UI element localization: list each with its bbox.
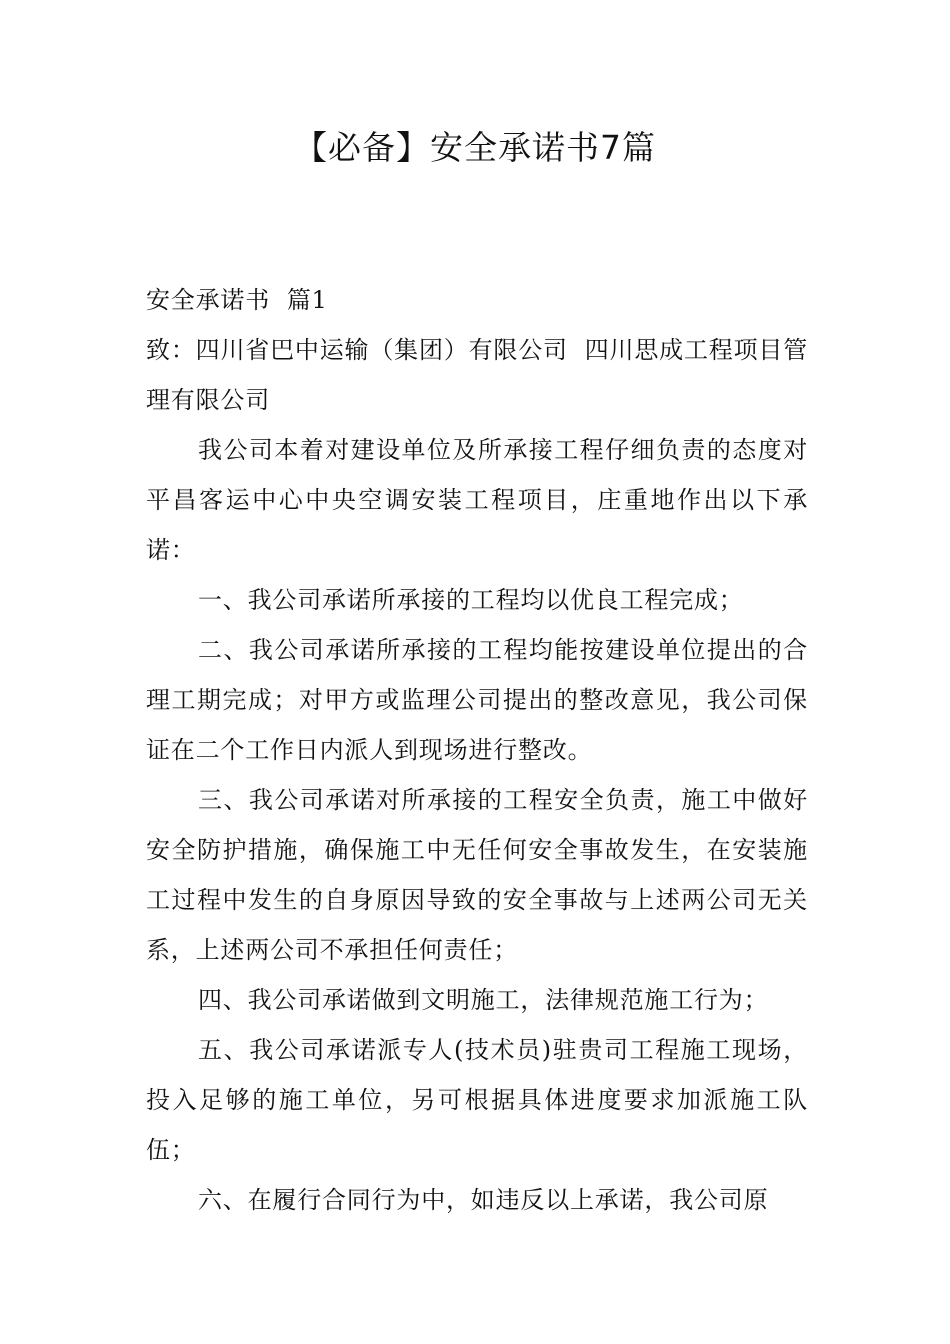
document-body — [146, 275, 808, 1225]
commitment-item-2: 二、我公司承诺所承接的工程均能按建设单位提出的合理工期完成；对甲方或监理公司提出的整改意见，我公司保证在二个工作日内派人到现场进行整改。 — [146, 636, 808, 764]
commitment-item-4: 四、我公司承诺做到文明施工，法律规范施工行为； — [198, 986, 769, 1014]
commitment-item-3: 三、我公司承诺对所承接的工程安全负责，施工中做好安全防护措施，确保施工中无任何安全事故发生，在安装施工过程中发生的自身原因导致的安全事故与上述两公司无关系，上述两公司不承担任何责任； — [146, 786, 808, 964]
commitment-item-5: 五、我公司承诺派专人(技术员)驻贵司工程施工现场，投入足够的施工单位，另可根据具体进度要求加派施工队伍； — [146, 1036, 808, 1164]
section-heading: 安全承诺书 篇1 — [146, 286, 328, 314]
commitment-item-6: 六、在履行合同行为中，如违反以上承诺，我公司原 — [198, 1186, 769, 1214]
document-title: 【必备】安全承诺书7篇 — [294, 128, 656, 167]
addressee-line: 致：四川省巴中运输（集团）有限公司 四川思成工程项目管理有限公司 — [146, 336, 808, 414]
commitment-item-1: 一、我公司承诺所承接的工程均以优良工程完成； — [198, 586, 744, 614]
intro-paragraph: 我公司本着对建设单位及所承接工程仔细负责的态度对平昌客运中心中央空调安装工程项目，庄重地作出以下承诺： — [146, 436, 808, 564]
